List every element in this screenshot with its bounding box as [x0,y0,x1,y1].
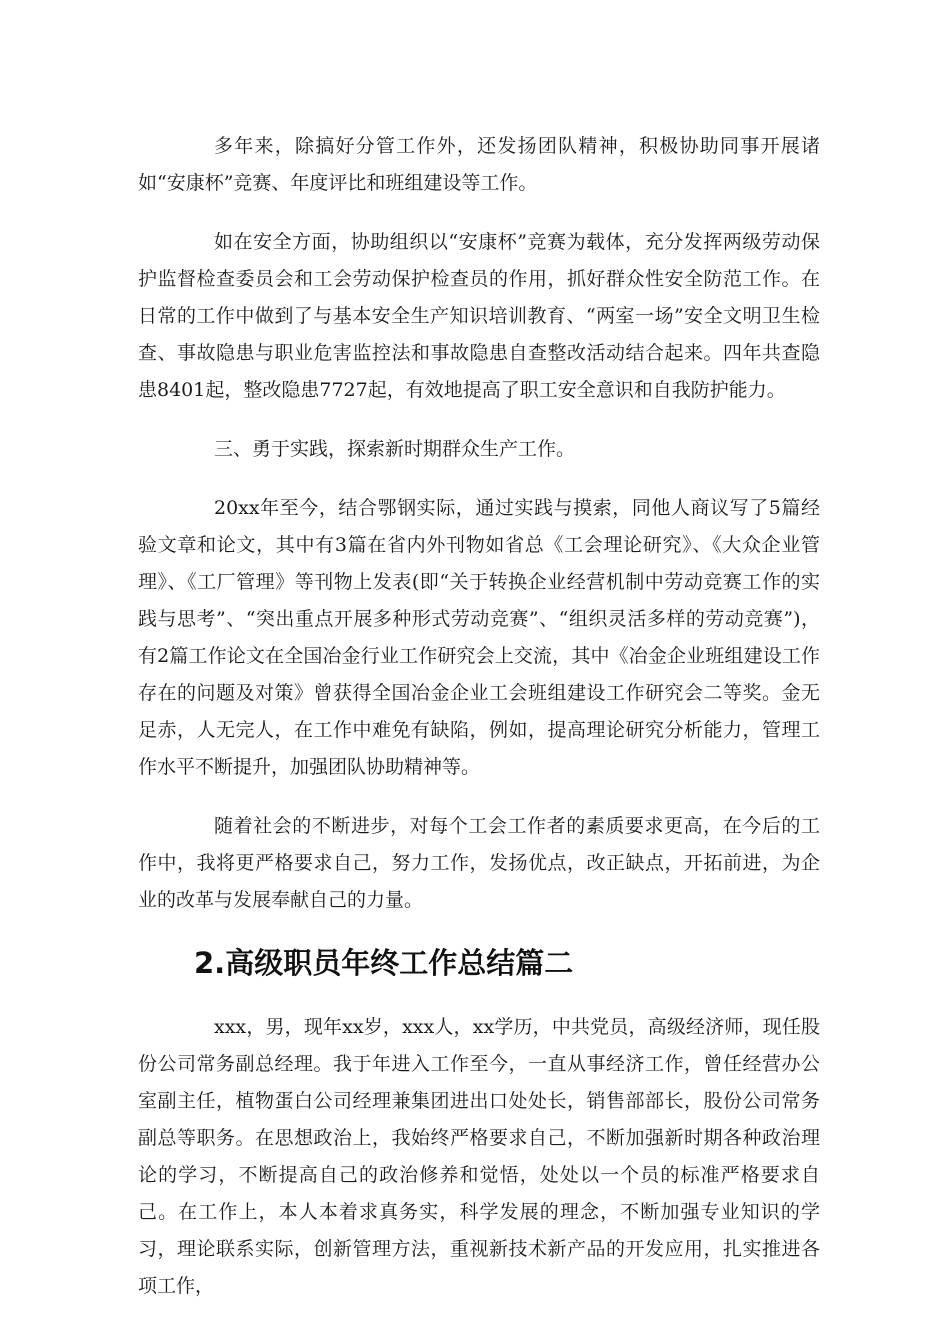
section-heading: 2.高级职员年终工作总结篇二 [194,946,574,980]
paragraph-safety-work: 如在安全方面，协助组织以“安康杯”竞赛为载体，充分发挥两级劳动保护监督检查委员会和工会劳动保护检查员的作用，抓好群众性安全防范工作。在日常的工作中做到了与基本安全生产知识培训教育、“两室一场”安全文明卫生检查、事故隐患与职业危害监控法和事故隐患自查整改活动结合起来。四年共查隐患8401起，整改隐患7727起，有效地提高了职工安全意识和自我防护能力。 [138,231,820,401]
document-body [138,128,820,1305]
paragraph-section-three: 三、勇于实践，探索新时期群众生产工作。 [214,438,576,460]
paragraph-profile: xxx，男，现年xx岁，xxx人，xx学历，中共党员，高级经济师，现任股份公司常务副总经理。我于年进入工作至今，一直从事经济工作，曾任经营办公室副主任，植物蛋白公司经理兼集团进出口处处长，销售部部长，股份公司常务副总等职务。在思想政治上，我始终严格要求自己，不断加强新时期各种政治理论的学习，不断提高自己的政治修养和觉悟，处处以一个员的标准严格要求自己。在工作上，本人本着求真务实，科学发展的理念，不断加强专业知识的学习，理论联系实际，创新管理方法，重视新技术新产品的开发应用，扎实推进各项工作， [138,1016,820,1297]
paragraph-team-spirit: 多年来，除搞好分管工作外，还发扬团队精神，积极协助同事开展诸如“安康杯”竞赛、年度评比和班组建设等工作。 [138,135,820,194]
paragraph-papers: 20xx年至今，结合鄂钢实际，通过实践与摸索，同他人商议写了5篇经验文章和论文，其中有3篇在省内外刊物如省总《工会理论研究》、《大众企业管理》、《工厂管理》等刊物上发表(即“关于转换企业经营机制中劳动竞赛工作的实践与思考”、“突出重点开展多种形式劳动竞赛”、“组织灵活多样的劳动竞赛”)，有2篇工作论文在全国冶金行业工作研究会上交流，其中《冶金企业班组建设工作存在的问题及对策》曾获得全国冶金企业工会班组建设工作研究会二等奖。金无足赤，人无完人，在工作中难免有缺陷，例如，提高理论研究分析能力，管理工作水平不断提升，加强团队协助精神等。 [138,497,820,778]
paragraph-future-plans: 随着社会的不断进步，对每个工会工作者的素质要求更高，在今后的工作中，我将更严格要求自己，努力工作，发扬优点，改正缺点，开拓前进，为企业的改革与发展奉献自己的力量。 [138,815,820,911]
